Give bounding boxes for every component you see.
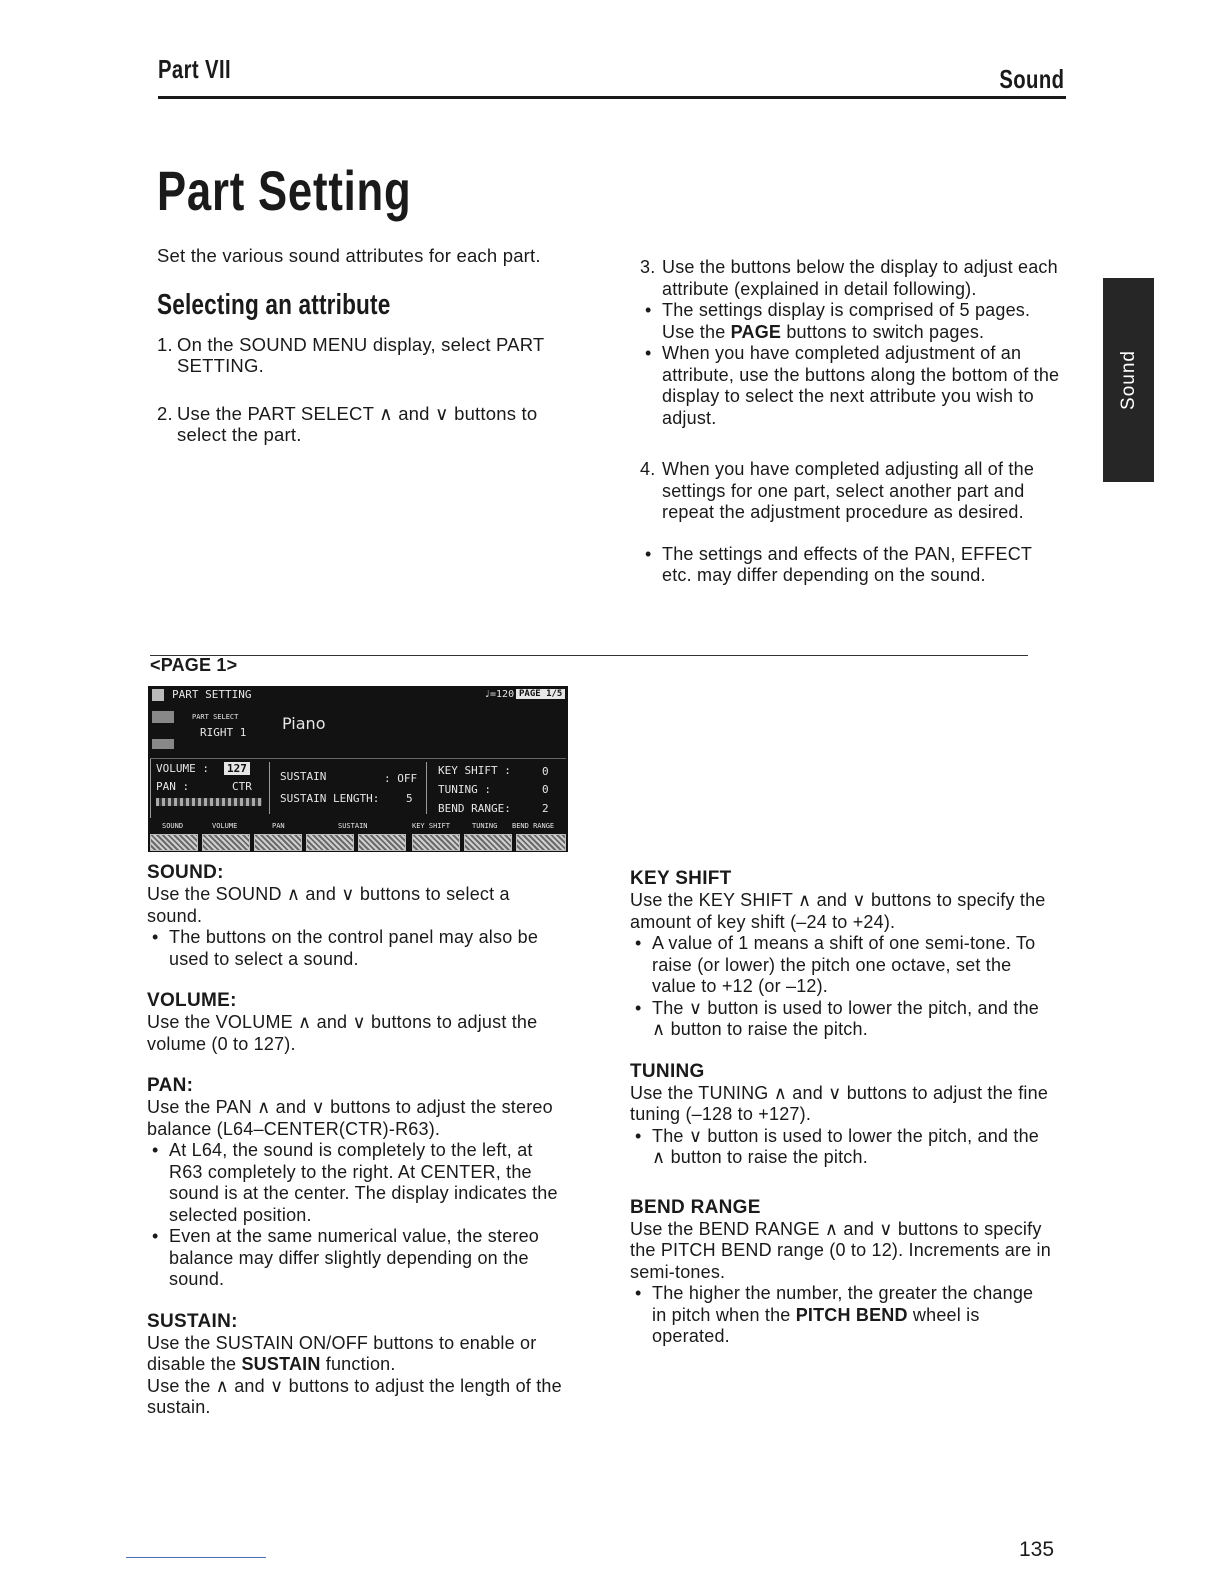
step-2-number: 2. (157, 402, 173, 424)
softkey-bend-range-up[interactable] (516, 834, 566, 851)
lcd-tuning-label: TUNING : (438, 783, 491, 796)
sustain-text-pre: Use the SUSTAIN ON/OFF buttons to enable or disable the (147, 1332, 537, 1374)
step-3-bullet-2: • When you have completed adjustment of an attribute, use the buttons along the bottom of the display to select the next attribute you wish to adjust. (640, 343, 1062, 429)
step-2-text: Use the PART SELECT ∧ and ∨ buttons to select the part. (177, 402, 538, 445)
intro-text: Set the various sound attributes for each part. (157, 245, 541, 266)
step-1-number: 1. (157, 333, 173, 355)
bend-range-bullet (630, 1283, 1052, 1348)
lcd-pan-value: CTR (232, 780, 252, 793)
softkey-sustain-length-up[interactable] (358, 834, 406, 851)
side-tab-label: Sound (1117, 350, 1139, 410)
softkey-label-pan: PAN (272, 822, 285, 830)
selecting-heading: Selecting an attribute (157, 288, 391, 321)
page-button-label: PAGE (730, 321, 782, 342)
part-select-icon (152, 711, 174, 723)
lcd-sustain-value: : OFF (384, 772, 418, 785)
sustain-text (147, 1333, 569, 1376)
softkey-pan-up[interactable] (254, 834, 302, 851)
step-3-number: 3. (640, 257, 656, 277)
softkey-label-volume: VOLUME (212, 822, 238, 830)
key-shift-bullet-2: • The ∨ button is used to lower the pitch, and the ∧ button to raise the pitch. (630, 998, 1052, 1041)
step-4-number: 4. (640, 459, 656, 479)
bend-range-bullet-post: wheel is operated. (652, 1304, 980, 1346)
key-shift-bullet-1: • A value of 1 means a shift of one semi-tone. To raise (or lower) the pitch one octave, set the value to +12 (or –12). (630, 933, 1052, 998)
lcd-bend-range-value: 2 (542, 802, 549, 815)
bend-range-bullet-pre: The higher the number, the greater the change in pitch when the (652, 1283, 1034, 1325)
part-indicator-icon (152, 739, 174, 749)
key-shift-text: Use the KEY SHIFT ∧ and ∨ buttons to specify the amount of key shift (–24 to +24). (630, 890, 1046, 932)
running-header-part: Part VII (158, 54, 232, 84)
volume-text: Use the VOLUME ∧ and ∨ buttons to adjust the volume (0 to 127). (147, 1012, 538, 1054)
step-3-bullet-1b-pre: Use the (662, 321, 731, 342)
page-title: Part Setting (157, 159, 412, 222)
lcd-part-select-value: RIGHT 1 (200, 726, 247, 739)
step-4-text: When you have completed adjusting all of the settings for one part, select another part and repeat the adjustment procedure as desired. (662, 459, 1035, 522)
left-intro-column (157, 245, 577, 446)
lcd-sound-name: Piano (282, 714, 326, 733)
step-3-text: Use the buttons below the display to adjust each attribute (explained in detail following). (662, 257, 1058, 299)
lcd-volume-label: VOLUME : (156, 762, 209, 775)
step-3-bullet-1b-post: buttons to switch pages. (781, 321, 985, 342)
page-1-label: <PAGE 1> (150, 655, 238, 675)
step-3 (640, 257, 1062, 300)
lcd-box-top-border (150, 758, 566, 759)
softkey-label-tuning: TUNING (472, 822, 498, 830)
lcd-sustain-length-label: SUSTAIN LENGTH: (280, 792, 380, 805)
lcd-box-left-border (150, 758, 151, 818)
lcd-tuning-value: 0 (542, 783, 549, 796)
lcd-divider-2 (426, 762, 427, 814)
sound-bullet: • The buttons on the control panel may also be used to select a sound. (147, 927, 569, 970)
left-attributes-column (147, 862, 569, 1419)
step-3-bullet-pages (640, 300, 1062, 343)
tuning-text: Use the TUNING ∧ and ∨ buttons to adjust the fine tuning (–128 to +127). (630, 1082, 1049, 1124)
sound-heading: SOUND: (147, 862, 224, 883)
step-1 (157, 334, 577, 377)
lcd-part-select-label: PART SELECT (192, 713, 239, 721)
lcd-divider-1 (269, 762, 270, 814)
pan-slider (156, 798, 262, 806)
volume-heading: VOLUME: (147, 990, 237, 1011)
step-3-bullet-1: The settings display is comprised of 5 pages. (662, 300, 1031, 320)
tuning-heading: TUNING (630, 1060, 705, 1082)
sustain-heading: SUSTAIN: (147, 1310, 238, 1332)
bend-range-bullet-bold: PITCH BEND (795, 1304, 908, 1325)
step-2 (157, 403, 577, 446)
softkey-volume-up[interactable] (202, 834, 250, 851)
lcd-page-indicator: PAGE 1/5 (516, 689, 565, 699)
lcd-pan-label: PAN : (156, 780, 190, 793)
page-number: 135 (1019, 1538, 1055, 1561)
running-header-section: Sound (998, 64, 1064, 94)
pan-text: Use the PAN ∧ and ∨ buttons to adjust the stereo balance (L64–CENTER(CTR)-R63). (147, 1097, 553, 1139)
softkey-label-key-shift: KEY SHIFT (412, 822, 450, 830)
softkey-label-sustain: SUSTAIN (338, 822, 368, 830)
sustain-text-post: function. (320, 1354, 396, 1374)
step-1-text: On the SOUND MENU display, select PART SETTING. (177, 333, 545, 376)
softkey-label-bend-range: BEND RANGE (512, 822, 555, 830)
step-4 (640, 459, 1062, 524)
softkey-tuning-up[interactable] (464, 834, 512, 851)
part-setting-icon (152, 689, 164, 701)
softkey-sustain-up[interactable] (306, 834, 354, 851)
pan-heading: PAN: (147, 1075, 194, 1096)
header-rule (158, 96, 1066, 99)
sustain-text-2: Use the ∧ and ∨ buttons to adjust the length of the sustain. (147, 1375, 562, 1417)
lcd-key-shift-label: KEY SHIFT : (438, 764, 511, 777)
sustain-text-bold: SUSTAIN (241, 1354, 321, 1374)
softkey-label-sound: SOUND (162, 822, 184, 830)
lcd-sustain-label: SUSTAIN (280, 770, 327, 783)
key-shift-heading: KEY SHIFT (630, 868, 732, 889)
softkey-sound-up[interactable] (150, 834, 198, 851)
lcd-key-shift-value: 0 (542, 765, 549, 778)
lcd-title: PART SETTING (172, 688, 252, 701)
pan-bullet-2: • Even at the same numerical value, the stereo balance may differ slightly depending on the sound. (147, 1226, 569, 1291)
bend-range-text: Use the BEND RANGE ∧ and ∨ buttons to specify the PITCH BEND range (0 to 12). Increments are in semi-tones. (630, 1218, 1051, 1282)
pan-bullet-1: • At L64, the sound is completely to the left, at R63 completely to the right. At CENTER, the sound is at the center. The display indicates the selected position. (147, 1140, 569, 1226)
softkey-key-shift-up[interactable] (412, 834, 460, 851)
footer-rule (126, 1557, 266, 1558)
lcd-tempo: ♩=120 (484, 689, 515, 700)
section-divider (150, 655, 1028, 656)
side-tab (1103, 278, 1154, 482)
right-steps-column (640, 257, 1062, 587)
lcd-volume-value: 127 (224, 762, 250, 775)
sound-text: Use the SOUND ∧ and ∨ buttons to select a sound. (147, 884, 510, 926)
tuning-bullet: • The ∨ button is used to lower the pitch, and the ∧ button to raise the pitch. (630, 1126, 1052, 1169)
lcd-bend-range-label: BEND RANGE: (438, 802, 511, 815)
lcd-sustain-length-value: 5 (406, 792, 413, 805)
lcd-display (148, 686, 568, 852)
sound-difference-note: • The settings and effects of the PAN, EFFECT etc. may differ depending on the sound. (640, 544, 1062, 587)
bend-range-heading: BEND RANGE (630, 1196, 761, 1218)
right-attributes-column (630, 868, 1052, 1348)
